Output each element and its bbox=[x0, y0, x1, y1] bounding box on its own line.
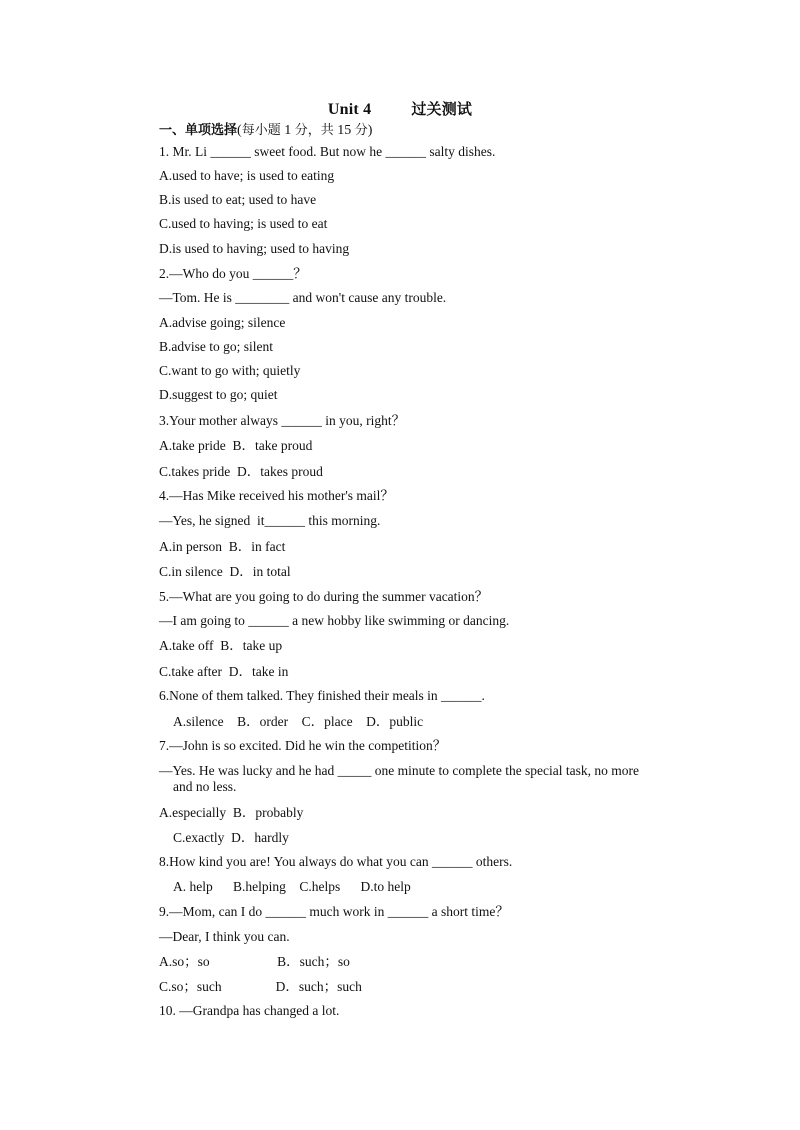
option-line: A.take pride B．take proud bbox=[159, 438, 313, 453]
option-line: C.want to go with; quietly bbox=[159, 363, 301, 378]
question-line: 9.—Mom, can I do ______ much work in ______ a short time？ bbox=[159, 904, 509, 919]
option-line: A.advise going; silence bbox=[159, 315, 286, 330]
section-heading-label: 一、单项选择 bbox=[159, 123, 238, 138]
section-note-open: ( bbox=[237, 123, 242, 138]
question-line: 1. Mr. Li ______ sweet food. But now he ______ salty dishes. bbox=[159, 144, 496, 159]
section-note-num1: 1 bbox=[280, 123, 295, 138]
section-note-close: ) bbox=[367, 123, 373, 138]
question-line: 7.—John is so excited. Did he win the competition？ bbox=[159, 738, 447, 753]
option-line: A.in person B．in fact bbox=[159, 539, 286, 554]
title-cn: 过关测试 bbox=[411, 100, 473, 118]
option-line: C.in silence D．in total bbox=[159, 564, 291, 579]
question-line: 6.None of them talked. They finished their meals in ______. bbox=[159, 688, 485, 703]
section-heading bbox=[159, 119, 372, 139]
option-line: D.is used to having; used to having bbox=[159, 241, 350, 256]
question-line: 4.—Has Mike received his mother's mail？ bbox=[159, 488, 394, 503]
section-note-cn3: 分 bbox=[354, 123, 368, 138]
option-line: C.takes pride D．takes proud bbox=[159, 464, 323, 479]
page-title bbox=[0, 98, 800, 119]
option-line: C.used to having; is used to eat bbox=[159, 216, 328, 231]
question-line: 8.How kind you are! You always do what you can ______ others. bbox=[159, 854, 513, 869]
option-line: C.take after D．take in bbox=[159, 664, 289, 679]
section-note-cn1: 每小题 bbox=[241, 123, 281, 138]
dialogue-line: —Yes. He was lucky and he had _____ one minute to complete the special task, no more bbox=[159, 763, 640, 778]
question-line: 2.—Who do you ______？ bbox=[159, 266, 307, 281]
option-line: A. help B.helping C.helps D.to help bbox=[173, 879, 411, 894]
section-note-cn2: 分，共 bbox=[294, 123, 334, 138]
option-line: A.used to have; is used to eating bbox=[159, 168, 335, 183]
option-line: A.so；so B．such；so bbox=[159, 954, 350, 969]
option-line: A.especially B．probably bbox=[159, 805, 304, 820]
option-line: B.advise to go; silent bbox=[159, 339, 273, 354]
option-line: C.exactly D．hardly bbox=[173, 830, 289, 845]
dialogue-line: —Dear, I think you can. bbox=[159, 929, 290, 944]
option-line: A.silence B．order C．place D．public bbox=[173, 714, 424, 729]
question-line: 10. —Grandpa has changed a lot. bbox=[159, 1003, 340, 1018]
title-unit: Unit 4 bbox=[327, 101, 372, 118]
question-line: 5.—What are you going to do during the summer vacation？ bbox=[159, 589, 489, 604]
dialogue-line: —Yes, he signed it______ this morning. bbox=[159, 513, 381, 528]
question-line: 3.Your mother always ______ in you, right？ bbox=[159, 413, 406, 428]
section-note-num2: 15 bbox=[333, 123, 355, 138]
dialogue-line-continued: and no less. bbox=[173, 779, 237, 794]
option-line: D.suggest to go; quiet bbox=[159, 387, 278, 402]
option-line: B.is used to eat; used to have bbox=[159, 192, 317, 207]
dialogue-line: —I am going to ______ a new hobby like swimming or dancing. bbox=[159, 613, 510, 628]
option-line: A.take off B．take up bbox=[159, 638, 283, 653]
option-line: C.so；such D．such；such bbox=[159, 979, 362, 994]
dialogue-line: —Tom. He is ________ and won't cause any trouble. bbox=[159, 290, 447, 305]
